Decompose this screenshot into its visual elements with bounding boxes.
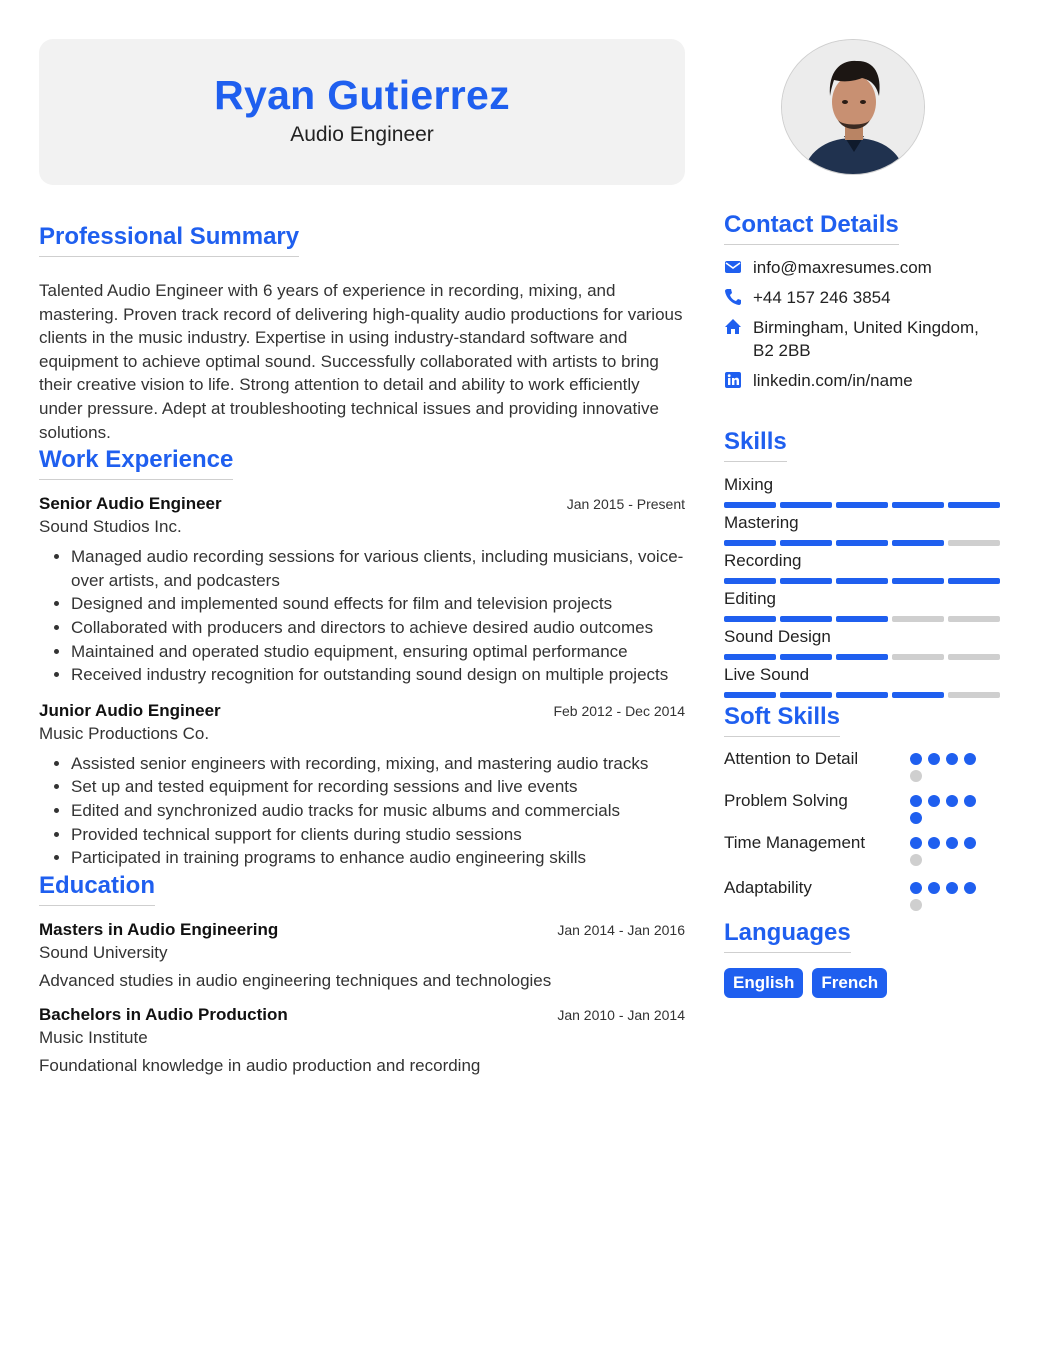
skill-level-bar <box>724 616 1000 622</box>
skill-level-segment <box>892 540 944 546</box>
home-icon <box>724 318 742 336</box>
skill-level-segment <box>948 578 1000 584</box>
job-bullet: • Edited and synchronized audio tracks for music albums and commercials <box>71 799 685 823</box>
rating-dot <box>910 795 922 807</box>
linkedin-text: linkedin.com/in/name <box>753 371 913 390</box>
soft-skills-section <box>724 703 1004 911</box>
experience-title: Work Experience <box>39 446 233 480</box>
soft-skill-name: Attention to Detail <box>724 749 859 768</box>
candidate-name: Ryan Gutierrez <box>214 72 510 118</box>
summary-text: Talented Audio Engineer with 6 years of experience in recording, mixing, and mastering. Proven track record of delivering high-quality audio productions for various clients in the music industry. Expertise in using industry-standard software and equipment to achieve optimal sound. Successfully collaborated with artists to bring their creative vision to life. Strong attention to detail and ability to work efficiently under pressure. Adept at troubleshooting technical issues and providing innovative solutions. <box>39 281 683 442</box>
skill-item <box>724 589 1004 622</box>
email-text: info@maxresumes.com <box>753 258 932 277</box>
job-date: Jan 2015 - Present <box>566 496 685 513</box>
degree-title: Masters in Audio Engineering <box>39 919 279 939</box>
contact-phone[interactable] <box>724 286 1004 309</box>
skills-list <box>724 475 1004 698</box>
degree-title: Bachelors in Audio Production <box>39 1004 288 1024</box>
job-bullet: • Managed audio recording sessions for various clients, including musicians, voice-over artists, and podcasters <box>71 545 685 592</box>
sidebar-column <box>724 39 1004 998</box>
summary-section <box>39 223 685 444</box>
rating-dot <box>910 882 922 894</box>
job-company: Music Productions Co. <box>39 723 210 743</box>
skill-level-segment <box>724 578 776 584</box>
education-title: Education <box>39 872 155 906</box>
skill-level-segment <box>836 540 888 546</box>
education-date: Jan 2010 - Jan 2014 <box>557 1006 685 1023</box>
job-bullet: • Participated in training programs to enhance audio engineering skills <box>71 846 685 870</box>
soft-skill-rating <box>910 790 980 824</box>
skill-level-segment <box>836 654 888 660</box>
rating-dot <box>928 795 940 807</box>
job-company: Sound Studios Inc. <box>39 517 182 537</box>
skill-level-segment <box>948 692 1000 698</box>
languages-title: Languages <box>724 919 851 953</box>
language-tag: English <box>724 968 803 998</box>
soft-skill-item <box>724 748 1004 782</box>
skill-level-segment <box>836 578 888 584</box>
phone-icon <box>724 288 742 306</box>
soft-skill-rating <box>910 877 980 911</box>
job-date: Feb 2012 - Dec 2014 <box>553 702 685 719</box>
skill-name: Sound Design <box>724 627 831 646</box>
main-column <box>39 39 685 1076</box>
contact-section <box>724 211 1004 392</box>
rating-dot <box>946 882 958 894</box>
education-description: Foundational knowledge in audio production and recording <box>39 1055 481 1075</box>
rating-dot <box>928 882 940 894</box>
skills-title: Skills <box>724 428 787 462</box>
skill-level-bar <box>724 540 1000 546</box>
skill-level-segment <box>836 502 888 508</box>
email-icon <box>724 258 742 276</box>
skill-level-segment <box>836 616 888 622</box>
job-entry <box>39 701 685 870</box>
skill-level-segment <box>948 616 1000 622</box>
skill-level-segment <box>724 654 776 660</box>
skills-section <box>724 428 1004 698</box>
skill-item <box>724 475 1004 508</box>
skill-level-segment <box>948 654 1000 660</box>
rating-dot <box>964 882 976 894</box>
profile-photo <box>781 39 925 175</box>
soft-skill-rating <box>910 748 980 782</box>
soft-skill-item <box>724 790 1004 824</box>
skill-level-segment <box>892 578 944 584</box>
job-bullets <box>39 752 685 870</box>
skill-level-segment <box>724 540 776 546</box>
job-bullet: • Received industry recognition for outstanding sound design on multiple projects <box>71 663 685 687</box>
skill-level-segment <box>780 654 832 660</box>
skill-name: Editing <box>724 589 776 608</box>
linkedin-icon <box>724 371 742 389</box>
soft-skill-item <box>724 832 1004 866</box>
rating-dot <box>964 837 976 849</box>
job-bullet: • Set up and tested equipment for recording sessions and live events <box>71 775 685 799</box>
skill-item <box>724 665 1004 698</box>
education-section <box>39 872 685 1076</box>
education-entry <box>39 920 685 991</box>
rating-dot <box>910 770 922 782</box>
rating-dot <box>946 837 958 849</box>
skill-item <box>724 551 1004 584</box>
job-title: Senior Audio Engineer <box>39 494 222 514</box>
skill-name: Mixing <box>724 475 774 494</box>
skill-item <box>724 627 1004 660</box>
rating-dot <box>910 899 922 911</box>
skill-level-segment <box>780 502 832 508</box>
resume-header <box>39 39 685 185</box>
skill-level-segment <box>892 616 944 622</box>
skill-level-segment <box>948 540 1000 546</box>
profile-photo-icon <box>782 40 925 175</box>
skill-level-segment <box>892 692 944 698</box>
job-title: Junior Audio Engineer <box>39 700 221 720</box>
school-name: Music Institute <box>39 1027 148 1047</box>
skill-level-segment <box>780 692 832 698</box>
address-text: Birmingham, United Kingdom, B2 2BB <box>753 318 979 360</box>
contact-address <box>724 316 1004 362</box>
skill-item <box>724 513 1004 546</box>
skill-level-segment <box>948 502 1000 508</box>
rating-dot <box>964 795 976 807</box>
soft-skill-item <box>724 877 1004 911</box>
education-entry <box>39 1005 685 1076</box>
job-bullet: • Designed and implemented sound effects for film and television projects <box>71 592 685 616</box>
soft-skill-name: Time Management <box>724 833 866 852</box>
rating-dot <box>928 837 940 849</box>
languages-section <box>724 919 1004 998</box>
soft-skills-title: Soft Skills <box>724 703 840 737</box>
skill-level-bar <box>724 502 1000 508</box>
skill-level-segment <box>724 502 776 508</box>
rating-dot <box>964 753 976 765</box>
soft-skill-name: Problem Solving <box>724 791 848 810</box>
rating-dot <box>910 837 922 849</box>
skill-name: Live Sound <box>724 665 810 684</box>
skill-level-segment <box>780 578 832 584</box>
rating-dot <box>928 753 940 765</box>
soft-skill-rating <box>910 832 980 866</box>
job-bullet: • Assisted senior engineers with recording, mixing, and mastering audio tracks <box>71 752 685 776</box>
skill-name: Mastering <box>724 513 799 532</box>
experience-section <box>39 446 685 870</box>
contact-email[interactable] <box>724 256 1004 279</box>
language-tags <box>724 968 1004 998</box>
skill-level-segment <box>892 502 944 508</box>
summary-title: Professional Summary <box>39 223 299 257</box>
skill-level-bar <box>724 578 1000 584</box>
education-date: Jan 2014 - Jan 2016 <box>557 921 685 938</box>
job-bullet: • Collaborated with producers and directors to achieve desired audio outcomes <box>71 616 685 640</box>
skill-level-segment <box>780 616 832 622</box>
candidate-role: Audio Engineer <box>290 123 434 146</box>
rating-dot <box>946 795 958 807</box>
skill-name: Recording <box>724 551 802 570</box>
job-bullet: • Maintained and operated studio equipment, ensuring optimal performance <box>71 640 685 664</box>
job-bullets <box>39 545 685 687</box>
skill-level-segment <box>836 692 888 698</box>
rating-dot <box>910 812 922 824</box>
skill-level-bar <box>724 692 1000 698</box>
job-bullet: • Provided technical support for clients during studio sessions <box>71 823 685 847</box>
contact-title: Contact Details <box>724 211 899 245</box>
rating-dot <box>946 753 958 765</box>
rating-dot <box>910 753 922 765</box>
language-tag: French <box>812 968 887 998</box>
contact-linkedin[interactable] <box>724 369 1004 392</box>
education-description: Advanced studies in audio engineering techniques and technologies <box>39 970 552 990</box>
soft-skills-list <box>724 748 1004 911</box>
skill-level-bar <box>724 654 1000 660</box>
job-entry <box>39 494 685 687</box>
skill-level-segment <box>892 654 944 660</box>
skill-level-segment <box>724 616 776 622</box>
skill-level-segment <box>724 692 776 698</box>
phone-text: +44 157 246 3854 <box>753 288 891 307</box>
rating-dot <box>910 854 922 866</box>
skill-level-segment <box>780 540 832 546</box>
soft-skill-name: Adaptability <box>724 878 812 897</box>
school-name: Sound University <box>39 942 168 962</box>
